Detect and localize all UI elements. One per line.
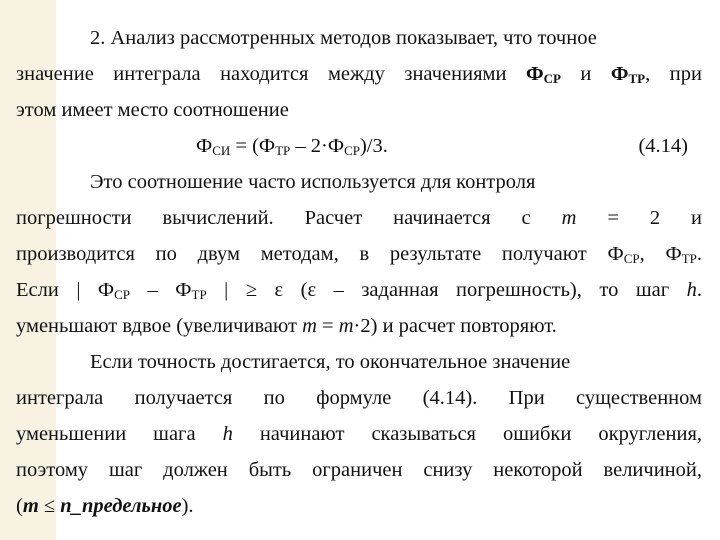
text-run: СР xyxy=(543,71,561,86)
text-run: . xyxy=(696,243,702,265)
text-run: h xyxy=(222,423,233,445)
paragraph-line xyxy=(16,457,702,483)
paragraph-line xyxy=(90,169,702,195)
paragraph-line xyxy=(90,349,702,375)
text-run: этом имеет место соотношение xyxy=(16,99,289,121)
text-run: СИ xyxy=(212,143,231,158)
text-run: производится по двум методам, в результате получают Ф xyxy=(16,243,624,265)
text-run: уменьшении шага xyxy=(16,423,223,445)
equation-line xyxy=(16,133,702,159)
equation-formula xyxy=(196,133,388,159)
text-run: ТР xyxy=(191,287,207,302)
text-run: h xyxy=(686,279,697,301)
text-run: погрешности вычислений. Расчет начинается с xyxy=(16,207,562,229)
text-run: ТР xyxy=(681,251,697,266)
paragraph-line xyxy=(16,97,702,123)
paragraph-line xyxy=(90,25,702,51)
text-run: начинают сказываться ошибки округления, xyxy=(232,423,702,445)
text-run: , при xyxy=(645,63,702,85)
text-run: ( xyxy=(16,495,23,517)
text-run: ТР xyxy=(275,143,291,158)
text-run: m xyxy=(561,207,577,229)
text-run: ). xyxy=(181,495,194,517)
paragraph-line xyxy=(16,313,702,339)
text-run: n_предельное xyxy=(60,495,182,517)
text-run: = 2 и xyxy=(576,207,702,229)
paragraph-line xyxy=(16,241,702,267)
text-run: 2. Анализ рассмотренных методов показывает, что точное xyxy=(90,27,597,49)
text-run: m xyxy=(302,315,317,337)
text-run: | ≥ ε (ε – заданная погрешность), то шаг xyxy=(206,279,687,301)
text-run: ≤ xyxy=(38,495,61,517)
text-run: = (Ф xyxy=(230,135,276,157)
text-run: – Ф xyxy=(130,279,192,301)
text-run: , Ф xyxy=(639,243,682,265)
text-run: интеграла получается по формуле (4.14). При существенном xyxy=(16,387,702,409)
text-run: = xyxy=(316,315,339,337)
text-run: Ф xyxy=(525,63,544,85)
text-run: Ф xyxy=(196,135,213,157)
text-run: уменьшают вдвое (увеличивают xyxy=(16,315,303,337)
text-run: ТР xyxy=(628,71,646,86)
paragraph-line xyxy=(16,493,702,519)
text-run: значение интеграла находится между значениями xyxy=(16,63,526,85)
text-run: ·2) и расчет повторяют. xyxy=(353,315,557,337)
paragraph-line xyxy=(16,277,702,303)
text-run: m xyxy=(22,495,39,517)
text-run: m xyxy=(338,315,354,337)
text-run: – 2·Ф xyxy=(290,135,345,157)
text-run: )/3. xyxy=(359,135,388,157)
text-run: СР xyxy=(344,143,360,158)
text-run: Если точность достигается, то окончательное значение xyxy=(90,351,571,373)
text-run: Если | Ф xyxy=(16,279,115,301)
text-run: . xyxy=(696,279,702,301)
text-run: СР xyxy=(623,251,640,266)
paragraph-line xyxy=(16,385,702,411)
paragraph-line xyxy=(16,421,702,447)
paragraph-line xyxy=(16,61,702,87)
text-run: СР xyxy=(114,287,131,302)
text-run: поэтому шаг должен быть ограничен снизу некоторой величиной, xyxy=(16,459,702,481)
text-run: Это соотношение часто используется для контроля xyxy=(90,171,536,193)
text-run: и xyxy=(560,63,611,85)
text-run: Ф xyxy=(610,63,629,85)
equation-number: (4.14) xyxy=(638,135,688,157)
paragraph-line xyxy=(16,205,702,231)
